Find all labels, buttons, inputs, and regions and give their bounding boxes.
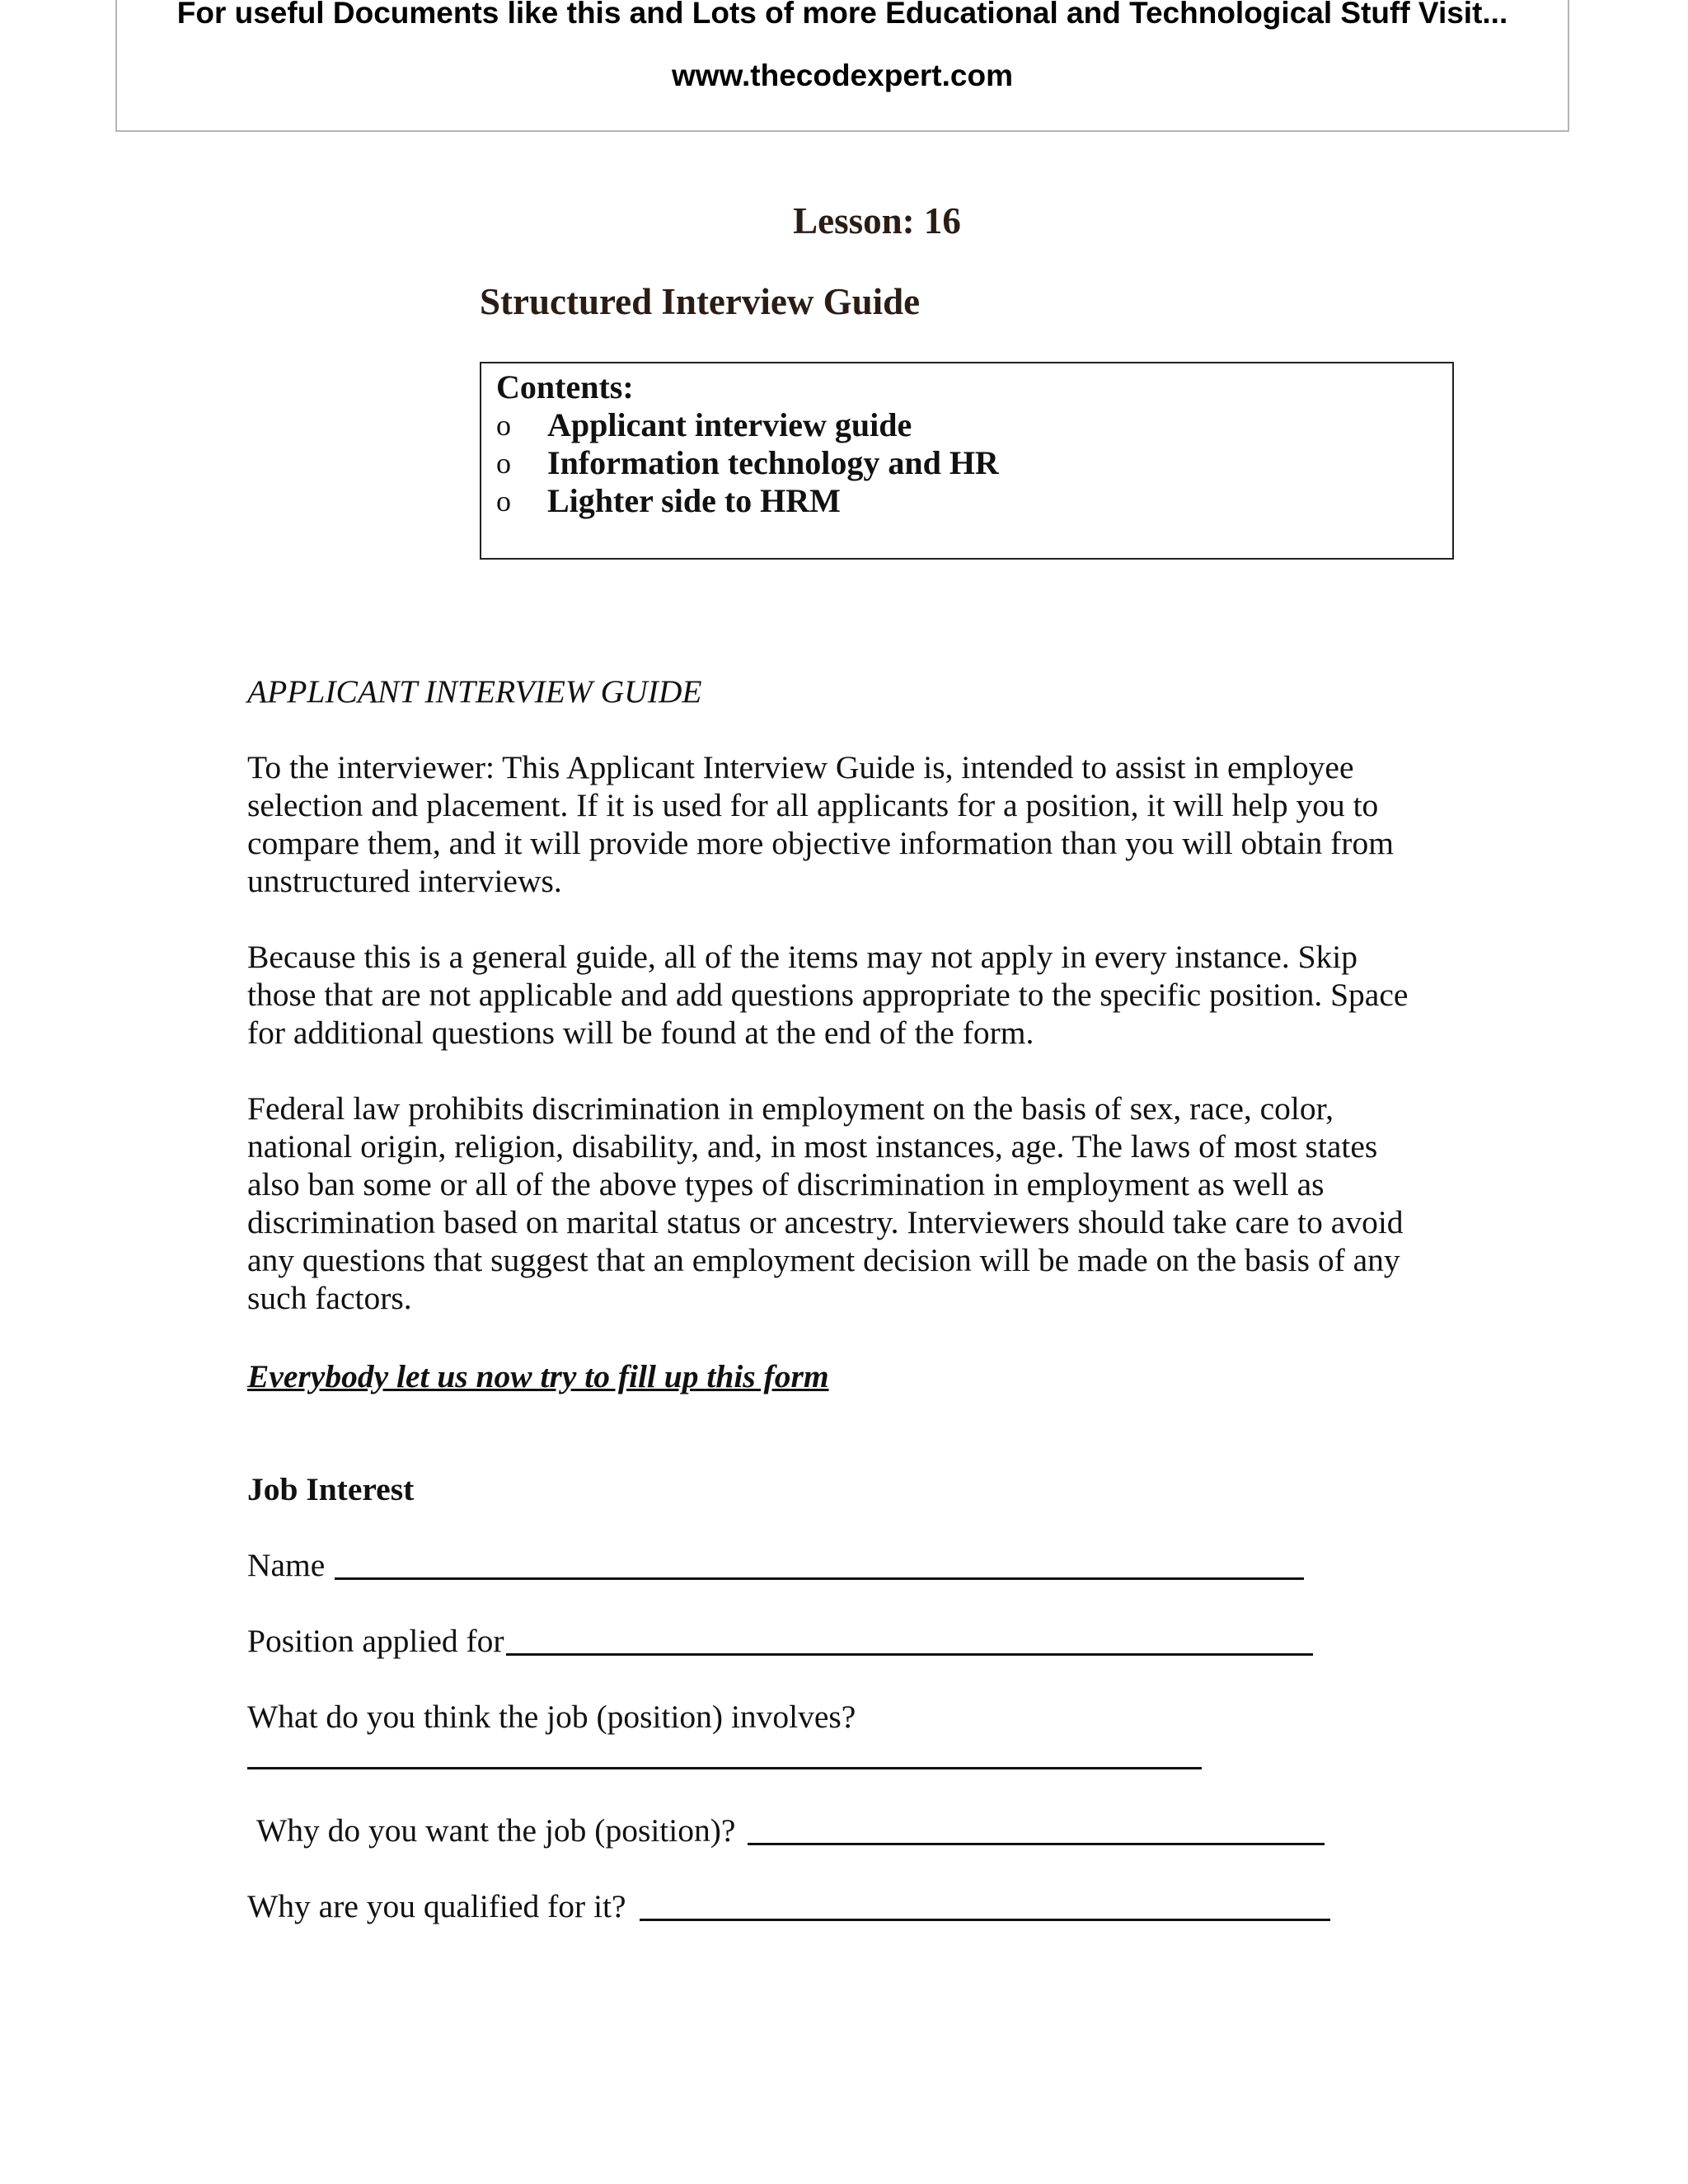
form-heading: Job Interest: [247, 1471, 415, 1507]
section-heading: APPLICANT INTERVIEW GUIDE: [247, 673, 702, 710]
qualified-label: Why are you qualified for it?: [247, 1888, 626, 1924]
bullet-icon: o: [496, 485, 511, 518]
involves-label: What do you think the job (position) involves?: [247, 1699, 856, 1735]
qualified-field[interactable]: [640, 1919, 1330, 1921]
contents-heading: Contents:: [496, 368, 634, 405]
involves-field[interactable]: [247, 1767, 1202, 1769]
position-label: Position applied for: [247, 1623, 504, 1659]
paragraph-federal-law: Federal law prohibits discrimination in employment on the basis of sex, race, color, national origin, religion, disability, and, in most instances, age. The laws of most states also ban some or all of the above types of discrimination in employment as well as discrimination based on marital status or ancestry. Interviewers should take care to avoid any questions that suggest that an employment decision will be made on the basis of any such factors.: [247, 1090, 1404, 1316]
contents-item-label: Lighter side to HRM: [547, 482, 841, 519]
contents-item: [496, 406, 999, 444]
banner-text: For useful Documents like this and Lots of more Educational and Technological Stuff Visit...: [176, 0, 1508, 30]
form-prompt: Everybody let us now try to fill up this form: [247, 1358, 829, 1394]
contents-item: [496, 444, 999, 482]
why-want-field[interactable]: [748, 1843, 1325, 1845]
position-field[interactable]: [506, 1653, 1313, 1656]
paragraph-general-guide: Because this is a general guide, all of the items may not apply in every instance. Skip those that are not applicable and add questions appropriate to the specific position. Space for additional questions will be found at the end of the form.: [247, 939, 1409, 1051]
name-label: Name: [247, 1547, 326, 1583]
why-want-label: Why do you want the job (position)?: [256, 1812, 736, 1849]
paragraph-interviewer-intro: To the interviewer: This Applicant Interview Guide is, intended to assist in employee selection and placement. If it is used for all applicants for a position, it will help you to compare them, and it will provide more objective information than you will obtain from unstructured interviews.: [247, 749, 1394, 899]
contents-item-label: Information technology and HR: [547, 444, 999, 481]
site-banner: [115, 0, 1569, 132]
contents-item-label: Applicant interview guide: [547, 406, 912, 443]
contents-box: [480, 362, 1454, 560]
name-field[interactable]: [335, 1577, 1304, 1580]
contents-list: [496, 406, 999, 520]
bullet-icon: o: [496, 447, 511, 480]
contents-item: [496, 482, 999, 520]
lesson-subtitle: Structured Interview Guide: [480, 281, 921, 322]
lesson-title: Lesson: 16: [793, 200, 961, 241]
bullet-icon: o: [496, 409, 511, 442]
banner-website: www.thecodexpert.com: [672, 59, 1013, 92]
